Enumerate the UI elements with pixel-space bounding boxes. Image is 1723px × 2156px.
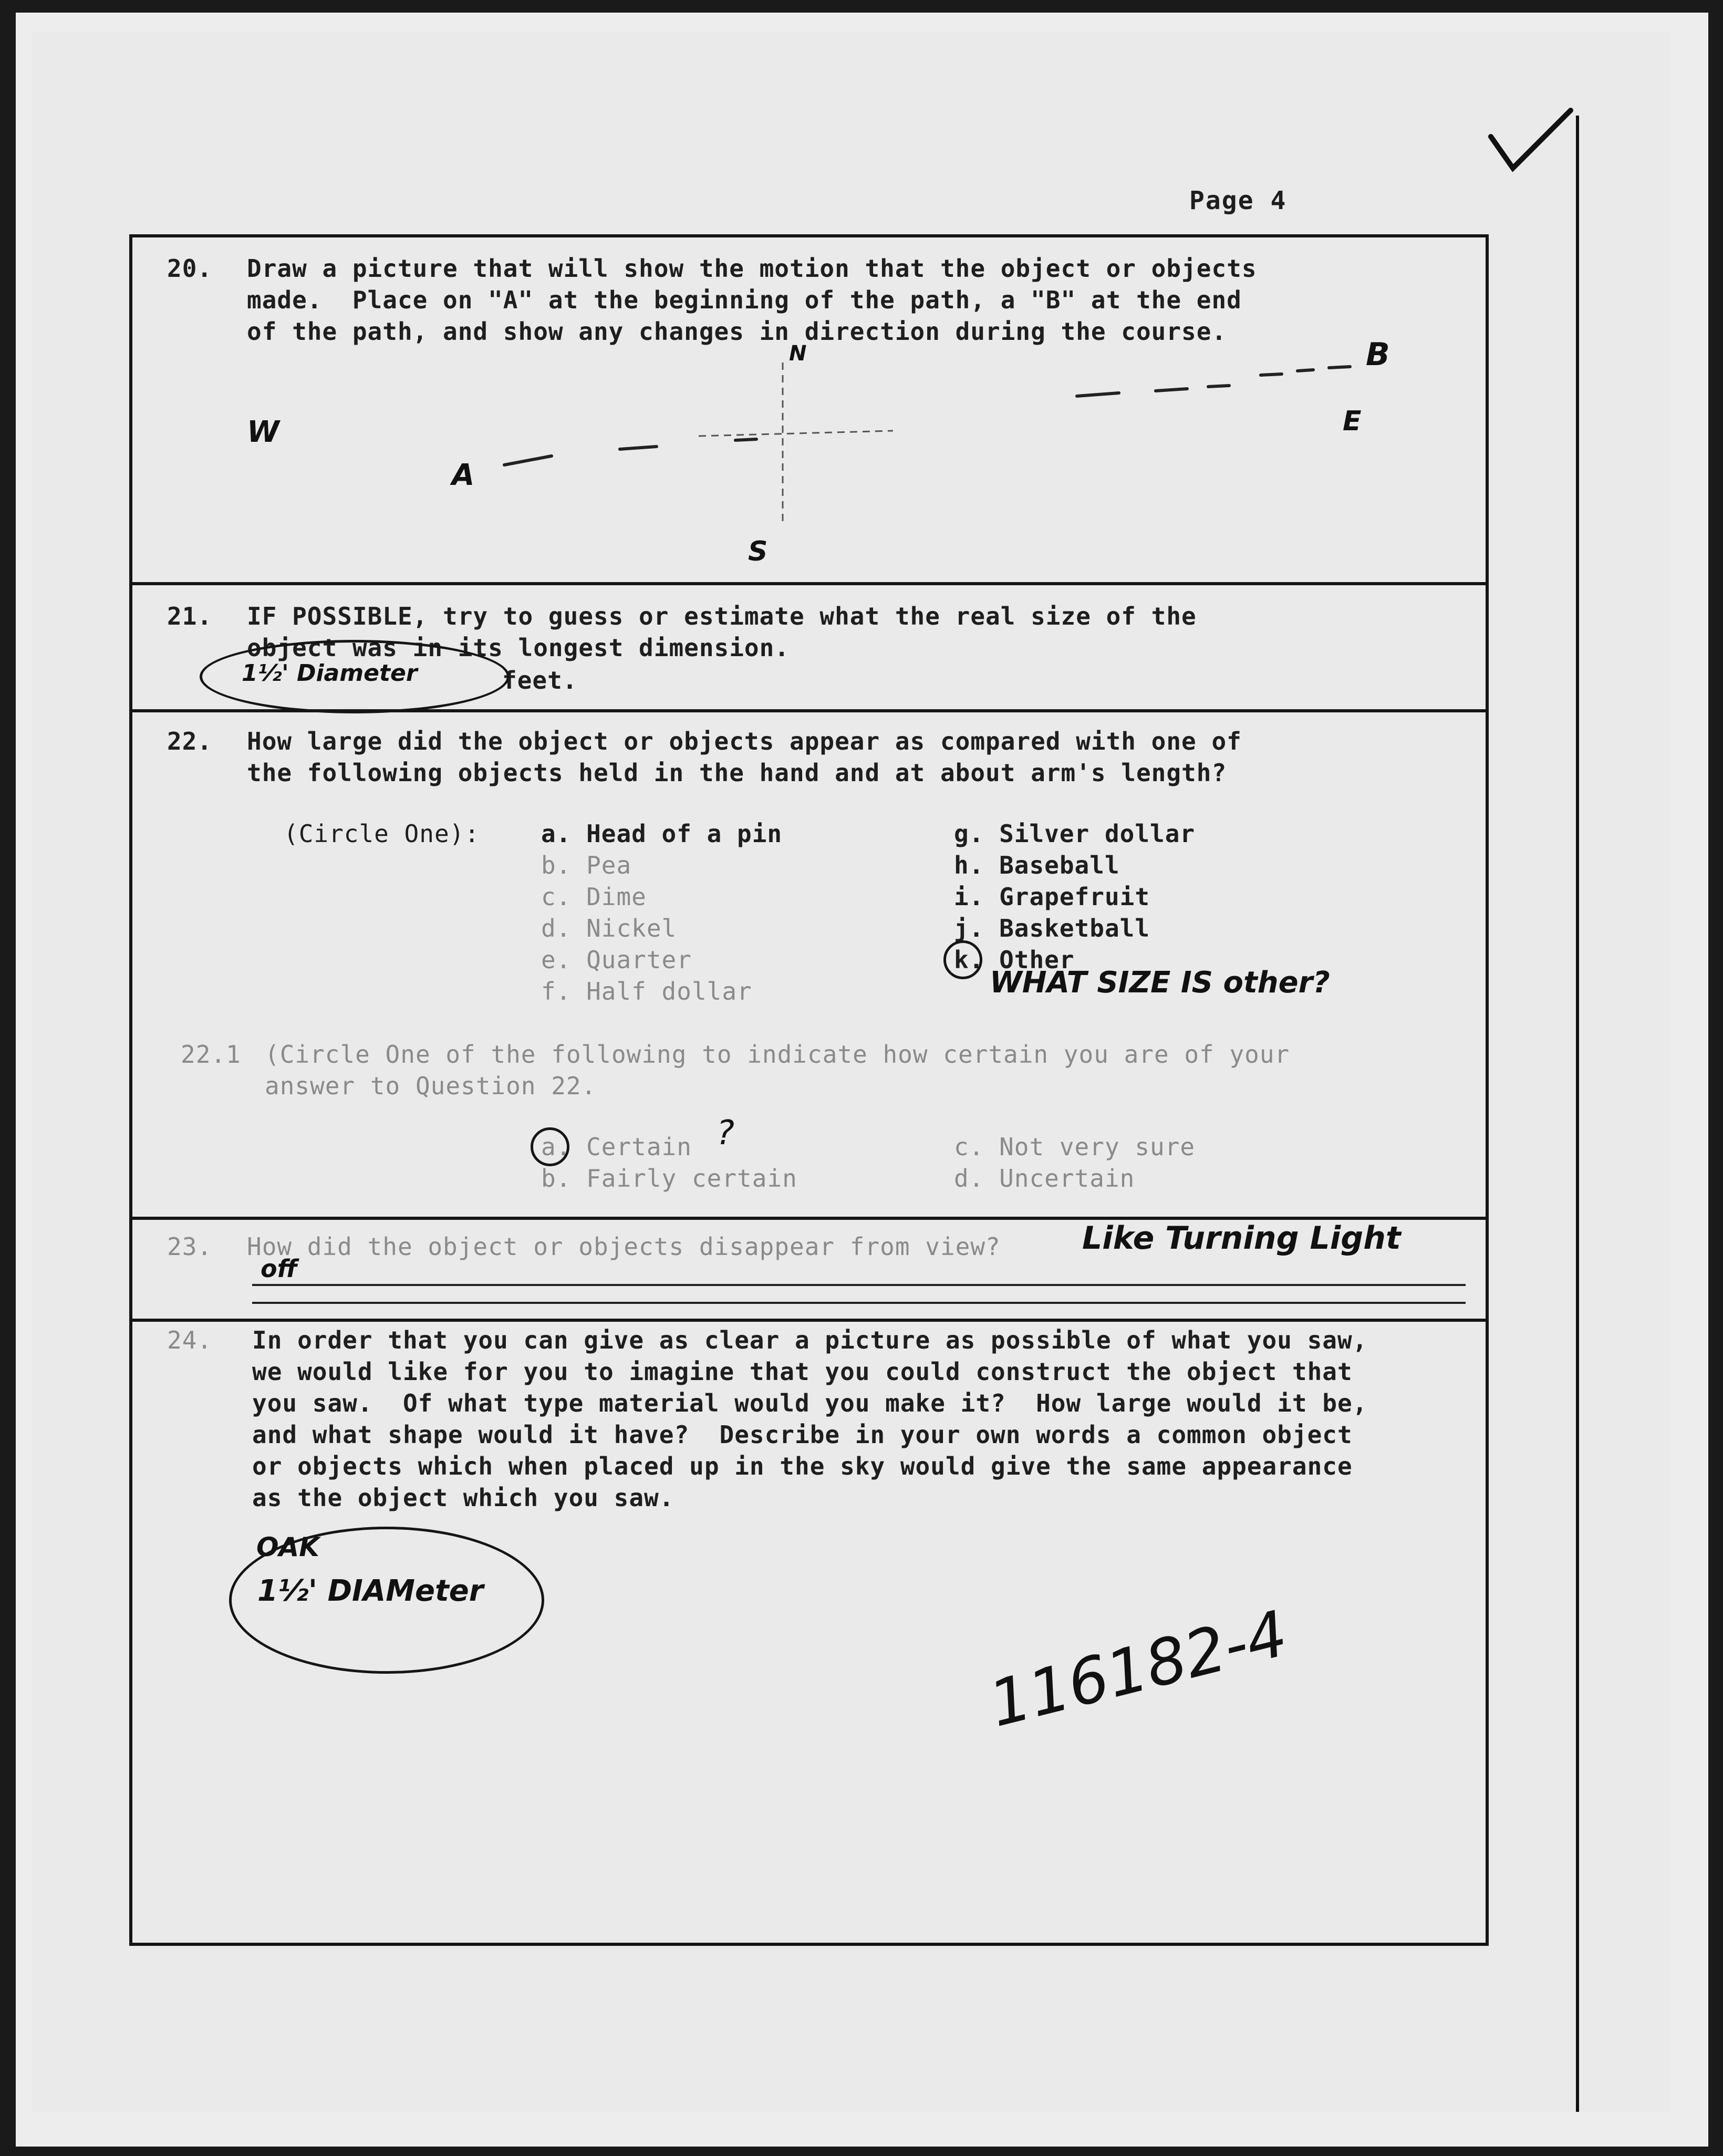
handwritten-answer-line: off [261,1255,297,1283]
question-text-line: object was in its longest dimension. [247,634,790,662]
option-c: c. Dime [541,883,647,911]
question-text-line: How large did the object or objects appear as compared with one of [247,727,1242,755]
question-text-line: made. Place on "A" at the beginning of the path, a "B" at the end [247,286,1242,314]
option-d: d. Uncertain [954,1164,1135,1193]
question-text-line: as the object which you saw. [252,1484,674,1512]
compass-east-label: E [1343,406,1362,437]
path-start-label: A [452,458,475,492]
unit-label: feet. [502,666,578,695]
option-c: c. Not very sure [954,1133,1196,1161]
option-a: a. Head of a pin [541,820,783,848]
option-b: b. Pea [541,851,632,879]
question-number: 21. [167,602,213,630]
option-g: g. Silver dollar [954,820,1196,848]
option-f: f. Half dollar [541,977,752,1006]
option-i: i. Grapefruit [954,883,1150,911]
question-number: 23. [167,1232,213,1261]
question-text-line: IF POSSIBLE, try to guess or estimate what the real size of the [247,602,1197,630]
question-text-line: or objects which when placed up in the sky would give the same appearance [252,1452,1353,1480]
option-j: j. Basketball [954,914,1150,942]
question-text-line: of the path, and show any changes in direction during the course. [247,317,1227,346]
path-end-label: B [1366,336,1390,373]
compass-north-label: N [789,341,807,366]
question-text-line: answer to Question 22. [265,1072,597,1100]
question-text-line: the following objects held in the hand and at about arm's length? [247,759,1227,787]
question-text-line: you saw. Of what type material would you make it? How large would it be, [252,1389,1368,1417]
option-b: b. Fairly certain [541,1164,797,1193]
handwritten-note: WHAT SIZE IS other? [990,966,1330,1000]
option-h: h. Baseball [954,851,1120,879]
question-number: 22.1 [181,1040,241,1069]
handwritten-answer: 1½' Diameter [242,660,418,687]
question-number: 22. [167,727,213,755]
question-text-line: Draw a picture that will show the motion that the object or objects [247,254,1257,283]
file-number: 116182-4 [982,1597,1295,1742]
option-a: a. Certain [541,1133,692,1161]
option-k: k. Other [954,946,1075,974]
handwritten-mark: ? [717,1114,734,1153]
handwritten-answer-line: OAK [256,1532,319,1562]
compass-south-label: S [748,536,768,567]
instruction-text: (Circle One): [284,820,480,848]
question-text-line: (Circle One of the following to indicate how certain you are of your [265,1040,1290,1069]
option-d: d. Nickel [541,914,677,942]
question-text-line: we would like for you to imagine that you could construct the object that [252,1357,1353,1386]
question-number: 24. [167,1326,213,1354]
handwritten-answer-line: Like Turning Light [1082,1220,1401,1257]
question-number: 20. [167,254,213,283]
page-number: Page 4 [1189,186,1287,215]
question-text: How did the object or objects disappear from view? [247,1232,1001,1261]
handwritten-answer-line: 1½' DIAMeter [257,1574,484,1608]
option-e: e. Quarter [541,946,692,974]
question-text-line: In order that you can give as clear a picture as possible of what you saw, [252,1326,1368,1354]
question-text-line: and what shape would it have? Describe in your own words a common object [252,1421,1353,1449]
compass-west-label: W [247,415,279,449]
